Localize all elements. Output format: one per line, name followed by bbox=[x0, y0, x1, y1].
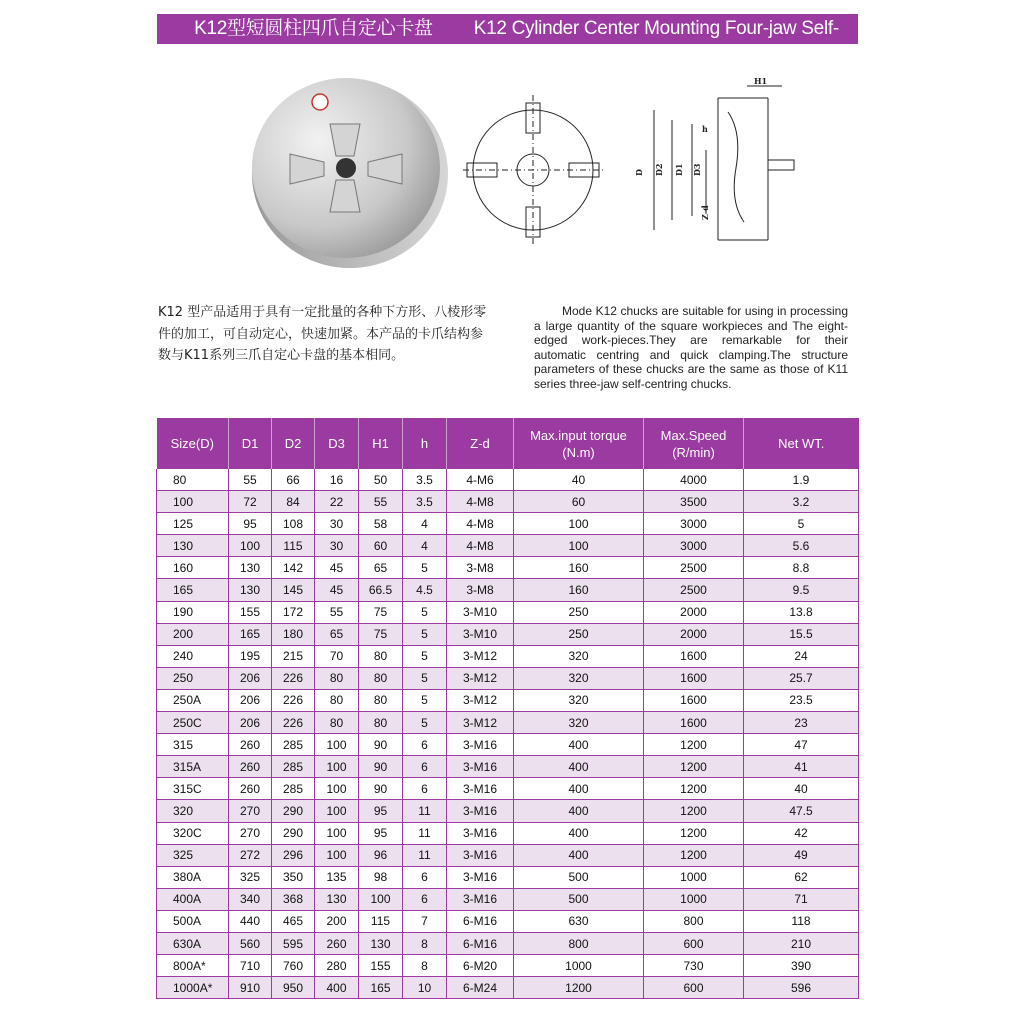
front-view-diagram bbox=[463, 95, 603, 245]
table-cell: 42 bbox=[744, 822, 859, 844]
table-cell: 285 bbox=[272, 734, 315, 756]
table-cell: 3000 bbox=[644, 535, 744, 557]
column-header: Size(D) bbox=[157, 418, 229, 469]
table-cell: 95 bbox=[229, 513, 272, 535]
table-cell: 71 bbox=[744, 888, 859, 910]
table-cell: 4000 bbox=[644, 469, 744, 491]
table-cell: 600 bbox=[644, 932, 744, 954]
table-cell: 80 bbox=[315, 667, 359, 689]
table-cell: 3.2 bbox=[744, 491, 859, 513]
table-header-row bbox=[157, 418, 859, 469]
table-cell: 130 bbox=[229, 557, 272, 579]
table-cell: 2000 bbox=[644, 601, 744, 623]
table-cell: 400 bbox=[514, 844, 644, 866]
table-cell: 98 bbox=[359, 866, 403, 888]
table-cell: 215 bbox=[272, 645, 315, 667]
table-cell: 100 bbox=[315, 844, 359, 866]
table-cell: 5 bbox=[403, 689, 447, 711]
table-cell: 4.5 bbox=[403, 579, 447, 601]
table-cell: 11 bbox=[403, 822, 447, 844]
table-cell: 500 bbox=[514, 866, 644, 888]
table-row bbox=[157, 513, 859, 535]
description-english-text: Mode K12 chucks are suitable for using in processing a large quantity of the square workpieces and The eight-edged work-pieces.They are remarkable for their automatic centring and quick clamping.The structure parameters of these chucks are the same as those of K11 series three-jaw self-centring chucks. bbox=[534, 304, 848, 391]
table-cell: 80 bbox=[315, 712, 359, 734]
table-cell: 240 bbox=[157, 645, 229, 667]
table-cell: 100 bbox=[359, 888, 403, 910]
table-cell: 290 bbox=[272, 800, 315, 822]
table-cell: 380A bbox=[157, 866, 229, 888]
table-cell: 155 bbox=[359, 955, 403, 977]
table-cell: 100 bbox=[315, 734, 359, 756]
table-cell: 3-M12 bbox=[447, 712, 514, 734]
table-cell: 5 bbox=[403, 557, 447, 579]
table-row bbox=[157, 601, 859, 623]
table-cell: 950 bbox=[272, 977, 315, 999]
table-row bbox=[157, 910, 859, 932]
table-cell: 100 bbox=[315, 800, 359, 822]
table-cell: 350 bbox=[272, 866, 315, 888]
table-cell: 200 bbox=[157, 623, 229, 645]
table-cell: 60 bbox=[514, 491, 644, 513]
table-row bbox=[157, 756, 859, 778]
table-cell: 5 bbox=[403, 667, 447, 689]
table-cell: 8.8 bbox=[744, 557, 859, 579]
label-D1: D1 bbox=[674, 163, 684, 176]
table-cell: 90 bbox=[359, 734, 403, 756]
table-cell: 1200 bbox=[644, 822, 744, 844]
table-cell: 3-M10 bbox=[447, 623, 514, 645]
table-cell: 800 bbox=[644, 910, 744, 932]
table-cell: 250 bbox=[157, 667, 229, 689]
table-cell: 340 bbox=[229, 888, 272, 910]
table-cell: 11 bbox=[403, 800, 447, 822]
table-cell: 66 bbox=[272, 469, 315, 491]
table-cell: 190 bbox=[157, 601, 229, 623]
table-cell: 130 bbox=[359, 932, 403, 954]
table-cell: 95 bbox=[359, 800, 403, 822]
table-cell: 80 bbox=[359, 645, 403, 667]
table-cell: 400 bbox=[514, 756, 644, 778]
table-cell: 40 bbox=[744, 778, 859, 800]
table-cell: 290 bbox=[272, 822, 315, 844]
table-cell: 368 bbox=[272, 888, 315, 910]
table-cell: 2500 bbox=[644, 557, 744, 579]
table-cell: 320 bbox=[514, 712, 644, 734]
table-cell: 75 bbox=[359, 623, 403, 645]
table-cell: 160 bbox=[157, 557, 229, 579]
table-cell: 3-M16 bbox=[447, 734, 514, 756]
table-row bbox=[157, 535, 859, 557]
table-cell: 4-M8 bbox=[447, 513, 514, 535]
table-cell: 195 bbox=[229, 645, 272, 667]
table-cell: 8 bbox=[403, 955, 447, 977]
table-cell: 1000 bbox=[514, 955, 644, 977]
table-cell: 320C bbox=[157, 822, 229, 844]
table-cell: 5 bbox=[403, 623, 447, 645]
table-cell: 210 bbox=[744, 932, 859, 954]
table-cell: 3-M8 bbox=[447, 579, 514, 601]
table-cell: 118 bbox=[744, 910, 859, 932]
table-cell: 58 bbox=[359, 513, 403, 535]
table-cell: 145 bbox=[272, 579, 315, 601]
table-cell: 1200 bbox=[514, 977, 644, 999]
table-cell: 400A bbox=[157, 888, 229, 910]
table-cell: 130 bbox=[157, 535, 229, 557]
table-cell: 115 bbox=[359, 910, 403, 932]
table-row bbox=[157, 491, 859, 513]
side-view-diagram bbox=[632, 72, 832, 247]
table-cell: 6 bbox=[403, 778, 447, 800]
table-cell: 3-M10 bbox=[447, 601, 514, 623]
table-cell: 55 bbox=[359, 491, 403, 513]
table-cell: 80 bbox=[359, 689, 403, 711]
table-cell: 3-M16 bbox=[447, 822, 514, 844]
table-cell: 320 bbox=[514, 667, 644, 689]
table-cell: 325 bbox=[229, 866, 272, 888]
table-cell: 130 bbox=[315, 888, 359, 910]
table-cell: 1600 bbox=[644, 689, 744, 711]
table-cell: 165 bbox=[359, 977, 403, 999]
table-cell: 296 bbox=[272, 844, 315, 866]
table-cell: 80 bbox=[359, 712, 403, 734]
table-row bbox=[157, 977, 859, 999]
table-cell: 55 bbox=[229, 469, 272, 491]
table-cell: 2000 bbox=[644, 623, 744, 645]
table-cell: 260 bbox=[229, 734, 272, 756]
table-cell: 25.7 bbox=[744, 667, 859, 689]
table-cell: 10 bbox=[403, 977, 447, 999]
table-cell: 45 bbox=[315, 579, 359, 601]
table-cell: 80 bbox=[359, 667, 403, 689]
table-cell: 45 bbox=[315, 557, 359, 579]
table-cell: 3.5 bbox=[403, 491, 447, 513]
table-cell: 400 bbox=[514, 822, 644, 844]
table-cell: 200 bbox=[315, 910, 359, 932]
label-D2: D2 bbox=[654, 163, 664, 176]
label-H1: H1 bbox=[754, 76, 768, 86]
table-cell: 135 bbox=[315, 866, 359, 888]
table-row bbox=[157, 623, 859, 645]
column-header: D3 bbox=[315, 418, 359, 469]
table-cell: 65 bbox=[359, 557, 403, 579]
table-cell: 3000 bbox=[644, 513, 744, 535]
table-cell: 730 bbox=[644, 955, 744, 977]
table-cell: 15.5 bbox=[744, 623, 859, 645]
chuck-photo bbox=[238, 64, 454, 270]
table-cell: 4 bbox=[403, 513, 447, 535]
table-cell: 280 bbox=[315, 955, 359, 977]
table-cell: 41 bbox=[744, 756, 859, 778]
table-row bbox=[157, 579, 859, 601]
table-cell: 630A bbox=[157, 932, 229, 954]
table-cell: 800A* bbox=[157, 955, 229, 977]
table-cell: 250 bbox=[514, 623, 644, 645]
table-cell: 172 bbox=[272, 601, 315, 623]
table-cell: 155 bbox=[229, 601, 272, 623]
table-cell: 226 bbox=[272, 667, 315, 689]
table-cell: 23 bbox=[744, 712, 859, 734]
table-cell: 165 bbox=[229, 623, 272, 645]
table-cell: 500 bbox=[514, 888, 644, 910]
table-cell: 3-M16 bbox=[447, 778, 514, 800]
table-cell: 226 bbox=[272, 689, 315, 711]
table-cell: 206 bbox=[229, 689, 272, 711]
table-cell: 1000 bbox=[644, 888, 744, 910]
table-cell: 3-M8 bbox=[447, 557, 514, 579]
table-cell: 5 bbox=[744, 513, 859, 535]
table-cell: 560 bbox=[229, 932, 272, 954]
table-cell: 315A bbox=[157, 756, 229, 778]
table-cell: 180 bbox=[272, 623, 315, 645]
table-cell: 100 bbox=[514, 535, 644, 557]
title-cn: K12型短圆柱四爪自定心卡盘 bbox=[194, 18, 433, 39]
table-cell: 6-M16 bbox=[447, 910, 514, 932]
column-header: D2 bbox=[272, 418, 315, 469]
table-cell: 80 bbox=[315, 689, 359, 711]
table-cell: 3.5 bbox=[403, 469, 447, 491]
table-cell: 22 bbox=[315, 491, 359, 513]
table-cell: 70 bbox=[315, 645, 359, 667]
label-D3: D3 bbox=[692, 163, 702, 176]
table-cell: 55 bbox=[315, 601, 359, 623]
table-cell: 142 bbox=[272, 557, 315, 579]
label-Zd: Z-d bbox=[700, 205, 710, 220]
table-cell: 6 bbox=[403, 734, 447, 756]
table-cell: 115 bbox=[272, 535, 315, 557]
table-cell: 320 bbox=[157, 800, 229, 822]
table-cell: 5 bbox=[403, 645, 447, 667]
table-cell: 630 bbox=[514, 910, 644, 932]
table-cell: 16 bbox=[315, 469, 359, 491]
table-cell: 30 bbox=[315, 535, 359, 557]
table-cell: 6-M24 bbox=[447, 977, 514, 999]
table-cell: 100 bbox=[315, 778, 359, 800]
table-cell: 100 bbox=[315, 822, 359, 844]
table-row bbox=[157, 822, 859, 844]
table-cell: 50 bbox=[359, 469, 403, 491]
column-header: Z-d bbox=[447, 418, 514, 469]
table-cell: 800 bbox=[514, 932, 644, 954]
table-cell: 66.5 bbox=[359, 579, 403, 601]
table-cell: 47 bbox=[744, 734, 859, 756]
table-cell: 1200 bbox=[644, 778, 744, 800]
table-cell: 49 bbox=[744, 844, 859, 866]
table-cell: 400 bbox=[514, 800, 644, 822]
table-cell: 710 bbox=[229, 955, 272, 977]
table-cell: 4-M6 bbox=[447, 469, 514, 491]
table-cell: 2500 bbox=[644, 579, 744, 601]
table-cell: 13.8 bbox=[744, 601, 859, 623]
table-cell: 3-M16 bbox=[447, 800, 514, 822]
table-row bbox=[157, 557, 859, 579]
title-en: K12 Cylinder Center Mounting Four-jaw Self-centring Chucks bbox=[432, 18, 839, 69]
table-cell: 3-M16 bbox=[447, 756, 514, 778]
table-cell: 4-M8 bbox=[447, 491, 514, 513]
table-cell: 3-M12 bbox=[447, 667, 514, 689]
table-row bbox=[157, 955, 859, 977]
table-row bbox=[157, 932, 859, 954]
table-cell: 250C bbox=[157, 712, 229, 734]
table-cell: 6 bbox=[403, 756, 447, 778]
table-row bbox=[157, 734, 859, 756]
table-row bbox=[157, 667, 859, 689]
table-cell: 62 bbox=[744, 866, 859, 888]
table-cell: 5.6 bbox=[744, 535, 859, 557]
table-cell: 325 bbox=[157, 844, 229, 866]
table-cell: 270 bbox=[229, 800, 272, 822]
table-cell: 1000 bbox=[644, 866, 744, 888]
table-cell: 6-M20 bbox=[447, 955, 514, 977]
table-cell: 285 bbox=[272, 778, 315, 800]
table-cell: 60 bbox=[359, 535, 403, 557]
table-cell: 1600 bbox=[644, 667, 744, 689]
table-cell: 1.9 bbox=[744, 469, 859, 491]
table-cell: 108 bbox=[272, 513, 315, 535]
table-cell: 315 bbox=[157, 734, 229, 756]
column-header: H1 bbox=[359, 418, 403, 469]
table-cell: 400 bbox=[514, 778, 644, 800]
table-cell: 24 bbox=[744, 645, 859, 667]
table-cell: 47.5 bbox=[744, 800, 859, 822]
table-cell: 90 bbox=[359, 756, 403, 778]
table-row bbox=[157, 689, 859, 711]
column-header: D1 bbox=[229, 418, 272, 469]
table-cell: 80 bbox=[157, 469, 229, 491]
table-cell: 285 bbox=[272, 756, 315, 778]
table-cell: 250A bbox=[157, 689, 229, 711]
description-english bbox=[534, 304, 848, 391]
table-cell: 65 bbox=[315, 623, 359, 645]
label-h: h bbox=[702, 124, 708, 134]
table-cell: 23.5 bbox=[744, 689, 859, 711]
table-row bbox=[157, 645, 859, 667]
specification-table bbox=[156, 418, 859, 999]
table-cell: 910 bbox=[229, 977, 272, 999]
table-cell: 260 bbox=[229, 778, 272, 800]
column-header: Net WT. bbox=[744, 418, 859, 469]
table-cell: 90 bbox=[359, 778, 403, 800]
table-cell: 160 bbox=[514, 557, 644, 579]
table-row bbox=[157, 778, 859, 800]
table-cell: 600 bbox=[644, 977, 744, 999]
table-cell: 72 bbox=[229, 491, 272, 513]
table-cell: 3-M16 bbox=[447, 844, 514, 866]
table-row bbox=[157, 800, 859, 822]
table-cell: 1600 bbox=[644, 712, 744, 734]
column-header: Max.Speed (R/min) bbox=[644, 418, 744, 469]
table-cell: 1000A* bbox=[157, 977, 229, 999]
table-cell: 6-M16 bbox=[447, 932, 514, 954]
table-cell: 100 bbox=[514, 513, 644, 535]
table-cell: 9.5 bbox=[744, 579, 859, 601]
table-cell: 226 bbox=[272, 712, 315, 734]
table-cell: 100 bbox=[229, 535, 272, 557]
table-cell: 260 bbox=[315, 932, 359, 954]
table-cell: 390 bbox=[744, 955, 859, 977]
table-cell: 5 bbox=[403, 712, 447, 734]
table-cell: 3-M12 bbox=[447, 689, 514, 711]
table-cell: 1200 bbox=[644, 844, 744, 866]
table-cell: 400 bbox=[514, 734, 644, 756]
column-header: Max.input torque (N.m) bbox=[514, 418, 644, 469]
table-cell: 11 bbox=[403, 844, 447, 866]
table-cell: 4 bbox=[403, 535, 447, 557]
table-cell: 270 bbox=[229, 822, 272, 844]
table-cell: 130 bbox=[229, 579, 272, 601]
table-cell: 100 bbox=[315, 756, 359, 778]
table-cell: 5 bbox=[403, 601, 447, 623]
table-cell: 95 bbox=[359, 822, 403, 844]
table-cell: 320 bbox=[514, 689, 644, 711]
table-cell: 400 bbox=[315, 977, 359, 999]
table-cell: 3-M16 bbox=[447, 866, 514, 888]
table-cell: 75 bbox=[359, 601, 403, 623]
table-cell: 8 bbox=[403, 932, 447, 954]
table-cell: 6 bbox=[403, 866, 447, 888]
table-cell: 160 bbox=[514, 579, 644, 601]
table-cell: 4-M8 bbox=[447, 535, 514, 557]
table-cell: 3500 bbox=[644, 491, 744, 513]
table-row bbox=[157, 469, 859, 491]
table-cell: 1200 bbox=[644, 756, 744, 778]
table-cell: 465 bbox=[272, 910, 315, 932]
table-cell: 100 bbox=[157, 491, 229, 513]
table-cell: 96 bbox=[359, 844, 403, 866]
table-row bbox=[157, 712, 859, 734]
table-cell: 3-M16 bbox=[447, 888, 514, 910]
table-cell: 165 bbox=[157, 579, 229, 601]
column-header: h bbox=[403, 418, 447, 469]
page-banner bbox=[157, 14, 858, 69]
table-cell: 315C bbox=[157, 778, 229, 800]
table-row bbox=[157, 888, 859, 910]
table-cell: 206 bbox=[229, 712, 272, 734]
table-cell: 250 bbox=[514, 601, 644, 623]
table-cell: 500A bbox=[157, 910, 229, 932]
table-cell: 260 bbox=[229, 756, 272, 778]
table-cell: 1600 bbox=[644, 645, 744, 667]
table-cell: 595 bbox=[272, 932, 315, 954]
table-row bbox=[157, 866, 859, 888]
description-chinese: K12 型产品适用于具有一定批量的各种下方形、八棱形零件的加工，可自动定心，快速加紧。本产品的卡爪结构参数与K11系列三爪自定心卡盘的基本相同。 bbox=[158, 305, 487, 363]
label-D: D bbox=[634, 169, 644, 176]
table-cell: 1200 bbox=[644, 734, 744, 756]
table-cell: 30 bbox=[315, 513, 359, 535]
table-cell: 84 bbox=[272, 491, 315, 513]
table-cell: 7 bbox=[403, 910, 447, 932]
table-cell: 760 bbox=[272, 955, 315, 977]
table-row bbox=[157, 844, 859, 866]
table-cell: 40 bbox=[514, 469, 644, 491]
table-cell: 6 bbox=[403, 888, 447, 910]
table-cell: 206 bbox=[229, 667, 272, 689]
table-cell: 596 bbox=[744, 977, 859, 999]
table-cell: 320 bbox=[514, 645, 644, 667]
table-cell: 3-M12 bbox=[447, 645, 514, 667]
table-cell: 125 bbox=[157, 513, 229, 535]
table-cell: 272 bbox=[229, 844, 272, 866]
table-cell: 440 bbox=[229, 910, 272, 932]
table-cell: 1200 bbox=[644, 800, 744, 822]
